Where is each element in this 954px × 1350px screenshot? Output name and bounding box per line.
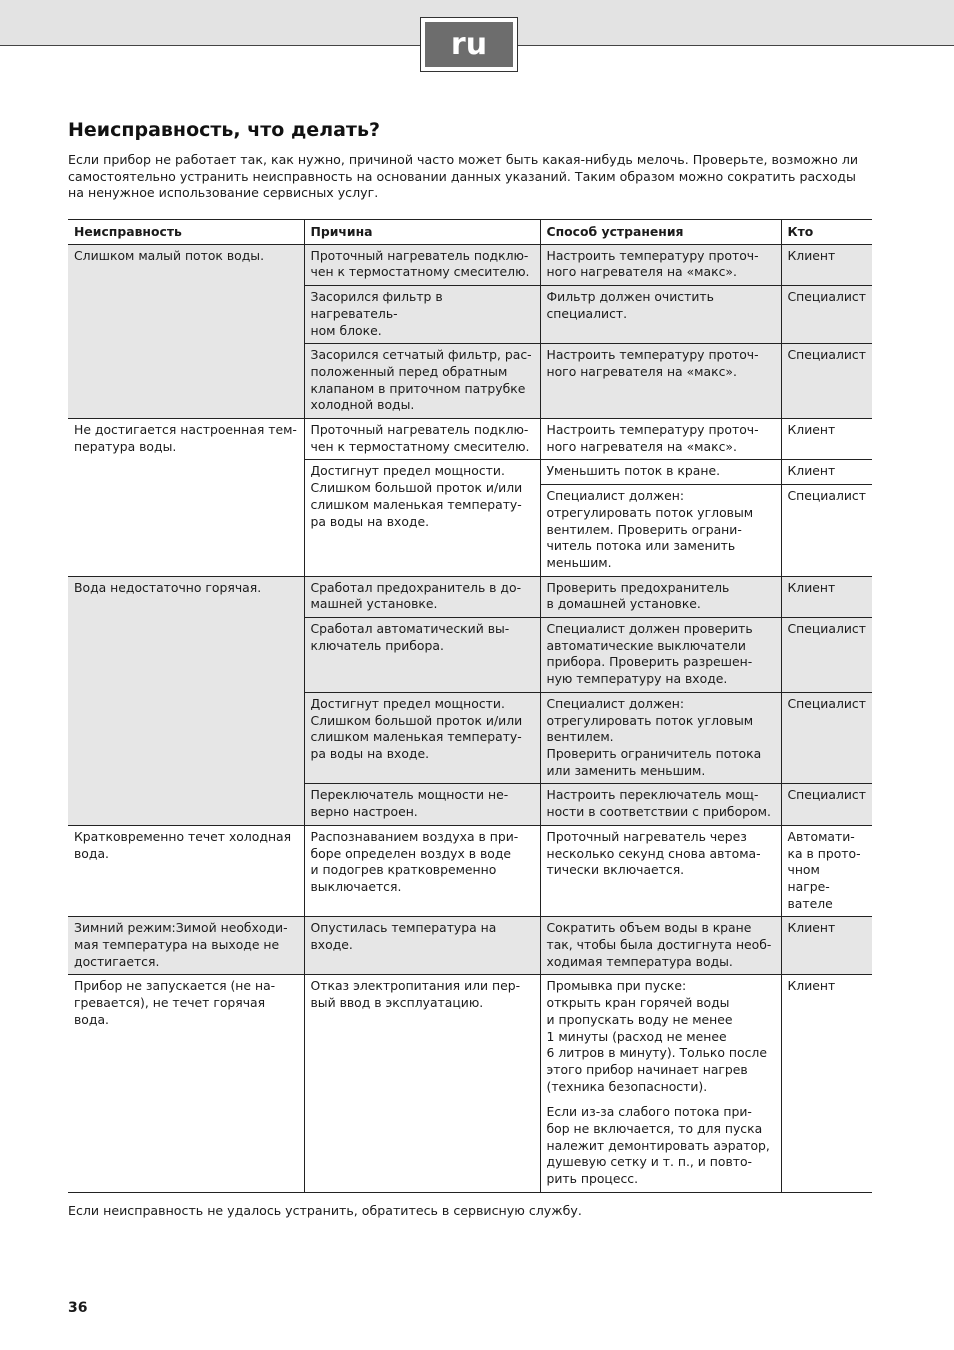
who-cell: Автомати- ка в прото- чном нагре- вателе [781,825,872,917]
remedy-cell: Проточный нагреватель через несколько секунд снова автома- тически включается. [540,825,781,917]
who-cell: Клиент [781,244,872,285]
cause-cell: Опустилась температура на входе. [304,917,540,975]
who-cell: Специалист [781,485,872,577]
remedy-cell: Специалист должен: отрегулировать поток угловым вентилем. Проверить ограничитель потока или заменить меньшим. [540,692,781,784]
cause-cell: Достигнут предел мощности. Слишком большой проток и/или слишком маленькая температу- ра воды на входе. [304,692,540,784]
who-cell: Клиент [781,460,872,485]
who-cell: Специалист [781,286,872,344]
page-title: Неисправность, что делать? [68,119,380,141]
who-cell: Специалист [781,344,872,419]
remedy-cell: Специалист должен: отрегулировать поток угловым вентилем. Проверить ограни- читель потока или заменить меньшим. [540,485,781,577]
remedy-cell: Уменьшить поток в кране. [540,460,781,485]
table-row [68,576,872,617]
table-row [68,825,872,917]
remedy-cell: Специалист должен проверить автоматические выключатели прибора. Проверить разрешен- ную температуру на входе. [540,618,781,693]
remedy-paragraph: Если из-за слабого потока при- бор не включается, то для пуска належит демонтировать аэратор, душевую сетку и т. п., и повто- рить процесс. [546,1104,770,1187]
cause-cell: Проточный нагреватель подклю- чен к термостатному смесителю. [304,244,540,285]
remedy-cell: Фильтр должен очистить специалист. [540,286,781,344]
table-row [68,419,872,460]
language-badge [420,17,518,72]
who-cell: Специалист [781,784,872,825]
cause-cell: Достигнут предел мощности. Слишком большой проток и/или слишком маленькая температу- ра воды на входе. [304,460,540,576]
cause-cell: Переключатель мощности не- верно настроен. [304,784,540,825]
cause-cell: Отказ электропитания или пер- вый ввод в эксплуатацию. [304,975,540,1192]
remedy-cell [540,975,781,1192]
fault-cell: Не достигается настроенная тем- пература воды. [68,419,304,577]
fault-cell: Кратковременно течет холодная вода. [68,825,304,917]
table-row [68,244,872,285]
fault-group [68,825,872,917]
column-header-remedy: Способ устранения [540,220,781,245]
cause-cell: Засорился сетчатый фильтр, рас- положенный перед обратным клапаном в приточном патрубке холодной воды. [304,344,540,419]
language-code: ru [425,22,513,67]
cause-cell: Проточный нагреватель подклю- чен к термостатному смесителю. [304,419,540,460]
who-cell: Специалист [781,618,872,693]
fault-group [68,975,872,1192]
fault-cell: Прибор не запускается (не на- гревается), не течет горячая вода. [68,975,304,1192]
footer-note: Если неисправность не удалось устранить, обратитесь в сервисную службу. [68,1203,582,1218]
remedy-cell: Настроить температуру проточ- ного нагревателя на «макс». [540,244,781,285]
table-row [68,917,872,975]
fault-cell: Слишком малый поток воды. [68,244,304,418]
fault-cell: Вода недостаточно горячая. [68,576,304,825]
troubleshooting-table [68,219,872,1193]
who-cell: Клиент [781,419,872,460]
table-header-row [68,220,872,245]
cause-cell: Засорился фильтр в нагреватель- ном блоке. [304,286,540,344]
remedy-cell: Настроить температуру проточ- ного нагревателя на «макс». [540,344,781,419]
remedy-cell: Настроить температуру проточ- ного нагревателя на «макс». [540,419,781,460]
column-header-who: Кто [781,220,872,245]
page-number: 36 [68,1300,88,1316]
fault-group [68,917,872,975]
remedy-paragraph: Промывка при пуске: открыть кран горячей воды и пропускать воду не менее 1 минуты (расход не менее 6 литров в минуту). Только после этого прибор начинает нагрев (техника безопасности). [546,978,767,1094]
column-header-fault: Неисправность [68,220,304,245]
remedy-cell: Проверить предохранитель в домашней установке. [540,576,781,617]
cause-cell: Сработал автоматический вы- ключатель прибора. [304,618,540,693]
cause-cell: Распознаванием воздуха в при- боре определен воздух в воде и подогрев кратковременно выключается. [304,825,540,917]
fault-group [68,419,872,577]
who-cell: Специалист [781,692,872,784]
fault-cell: Зимний режим:Зимой необходи- мая температура на выходе не достигается. [68,917,304,975]
remedy-cell: Настроить переключатель мощ- ности в соответствии с прибором. [540,784,781,825]
cause-cell: Сработал предохранитель в до- машней установке. [304,576,540,617]
remedy-cell: Сократить объем воды в кране так, чтобы была достигнута необ- ходимая температура воды. [540,917,781,975]
fault-group [68,576,872,825]
intro-paragraph: Если прибор не работает так, как нужно, причиной часто может быть какая-нибудь мелочь. Проверьте, возможно ли самостоятельно устранить неисправность на основании данных указаний. Таким образом можно сократить расходы на ненужное использование сервисных услуг. [68,152,859,201]
fault-group [68,244,872,418]
who-cell: Клиент [781,917,872,975]
column-header-cause: Причина [304,220,540,245]
who-cell: Клиент [781,576,872,617]
who-cell: Клиент [781,975,872,1192]
table-row [68,975,872,1192]
